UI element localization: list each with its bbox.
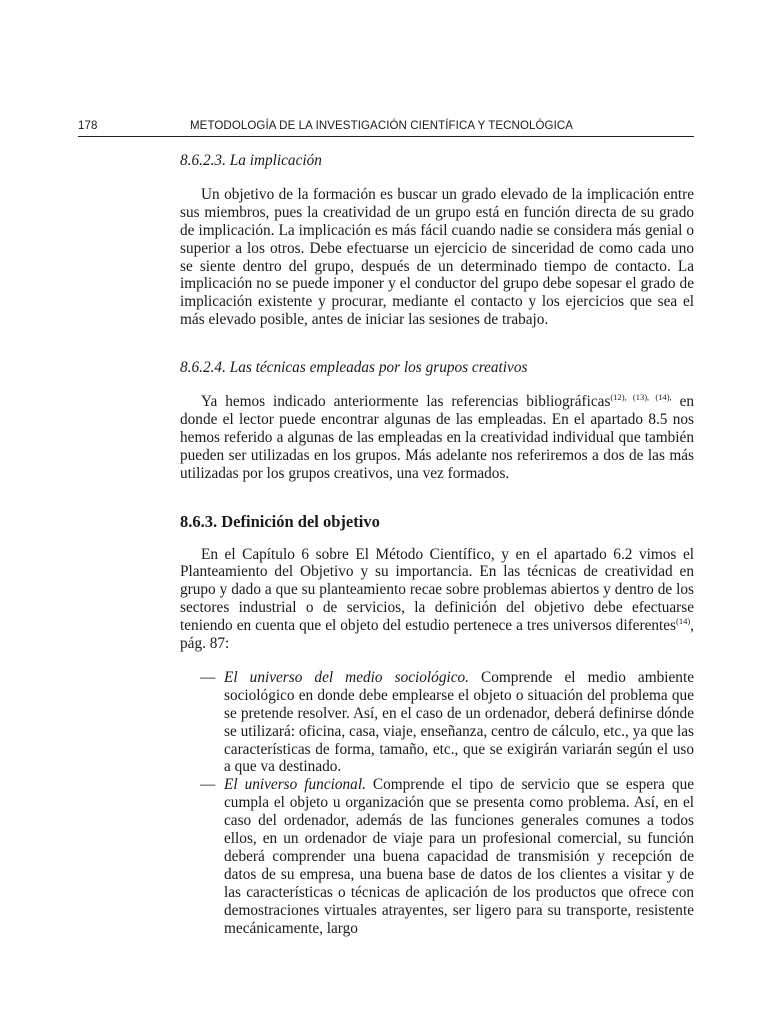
list-item [180,669,694,776]
paragraph-implicacion: Un objetivo de la formación es buscar un grado elevado de la implicación entre sus miembros, pues la creatividad de un grupo está en función directa de su grado de implicación. La implicación es más fácil cuando nadie se considera más genial o superior a los otros. Debe efectuarse un ejercicio de sinceridad de como cada uno se siente dentro del grupo, después de un determinado tiempo de contacto. La implicación no se puede imponer y el conductor del grupo debe sopesar el grado de implicación existente y procurar, mediante el contacto y los ejercicios que sea el más elevado posible, antes de iniciar las sesiones de trabajo. [180,185,694,329]
dash-bullet: — [200,668,216,686]
page-body [180,152,694,938]
subsection-title-tecnicas: 8.6.2.4. Las técnicas empleadas por los grupos creativos [180,359,528,377]
dash-bullet: — [200,776,216,794]
paragraph-text: Ya hemos indicado anteriormente las referencias bibliográficas [201,393,611,411]
citation-refs: (12), (13), (14), [610,391,672,402]
list-item [180,776,694,937]
page-number: 178 [78,120,98,132]
paragraph-definicion [180,546,694,653]
list-item-term: El universo del medio sociológico. [224,668,469,686]
citation-ref: (14) [676,616,691,627]
paragraph-text: en donde el lector puede encontrar algunas de las empleadas. En el apartado 8.5 nos hemos referido a algunas de las empleadas en la creatividad individual que también pueden ser utilizadas en los grupos. Más adelante nos referiremos a dos de las más utilizadas por los grupos creativos, una vez formados. [180,393,695,482]
paragraph-text: En el Capítulo 6 sobre El Método Científico, y en el apartado 6.2 vimos el Planteamiento del Objetivo y su importancia. En las técnicas de creatividad en grupo y dado a que su planteamiento recae sobre problemas abiertos y dentro de los sectores industrial o de servicios, la definición del objetivo debe efectuarse teniendo en cuenta que el objeto del estudio pertenece a tres universos diferentes [180,545,694,635]
universe-list [180,669,694,938]
subsection-title-implicacion: 8.6.2.3. La implicación [180,152,322,169]
running-header [78,118,694,137]
book-title: METODOLOGÍA DE LA INVESTIGACIÓN CIENTÍFICA Y TECNOLÓGICA [190,120,574,132]
paragraph-text: , pág. 87: [180,617,694,653]
list-item-text: Comprende el tipo de servicio que se espera que cumpla el objeto u organización que se presenta como problema. Así, en el caso del ordenador, además de las funciones generales comunes a todos ellos, en un ordenador de viaje para un profesional comercial, su función deberá comprender una buena capacidad de transmisión y recepción de datos de su empresa, una buena base de datos de los clientes a visitar y de las características o técnicas de aplicación de los productos que ofrece con demostraciones virtuales atrayentes, ser ligero para su transporte, resistente mecánicamente, largo [224,776,695,937]
list-item-term: El universo funcional. [224,776,366,794]
paragraph-tecnicas [180,393,694,483]
section-title-definicion: 8.6.3. Definición del objetivo [180,511,380,531]
list-item-text: Comprende el medio ambiente sociológico en donde debe emplearse el objeto o situación del problema que se pretende resolver. Así, en el caso de un ordenador, deberá definirse dónde se utilizará: oficina, casa, viaje, enseñanza, centro de cálculo, etc., ya que las características de forma, tamaño, etc., que se exigirán variarán según el uso a que va destinado. [224,668,694,776]
